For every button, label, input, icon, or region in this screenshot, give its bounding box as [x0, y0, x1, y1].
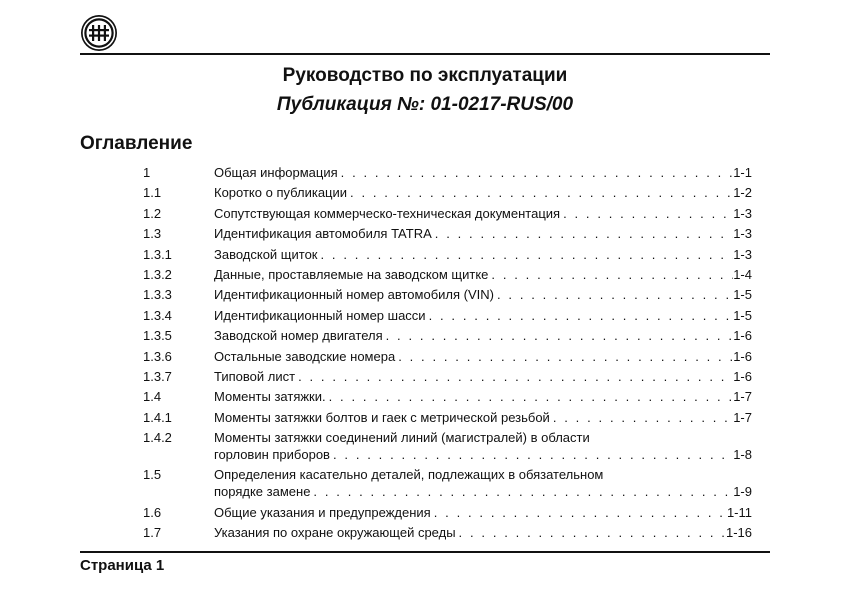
- toc-entry-number: 1.3.2: [143, 266, 172, 282]
- toc-leader-dots: [347, 184, 733, 201]
- toc-entry-number: 1.3.1: [143, 246, 172, 262]
- toc-entry-title: порядке замене: [214, 484, 311, 500]
- toc-entry-number: 1: [143, 165, 151, 180]
- toc-entry[interactable]: [143, 524, 752, 541]
- toc-entry-title: Остальные заводские номера: [214, 348, 396, 364]
- toc-leader-dots: [330, 446, 733, 463]
- toc-entry-number: 1.1: [143, 185, 162, 201]
- toc-entry-number: 1.5: [143, 467, 162, 483]
- table-of-contents: [143, 164, 752, 545]
- toc-entry-number: 1.3.3: [143, 287, 172, 303]
- toc-entry-page: 1-5: [733, 287, 752, 303]
- toc-entry[interactable]: [143, 307, 752, 324]
- toc-entry[interactable]: [143, 504, 752, 521]
- toc-entry-title: Общие указания и предупреждения: [214, 504, 431, 520]
- toc-entry-page: 1-7: [733, 389, 752, 405]
- toc-entry[interactable]: [143, 409, 752, 426]
- toc-entry-page: 1-1: [733, 165, 752, 180]
- toc-entry-number: 1.3: [143, 226, 162, 242]
- toc-entry[interactable]: [143, 205, 752, 222]
- toc-entry-page: 1-2: [733, 185, 752, 201]
- toc-entry-title-line: Определения касательно деталей, подлежащих в обязательном: [214, 467, 604, 483]
- toc-entry-page: 1-16: [725, 525, 752, 541]
- toc-entry-page: 1-11: [726, 504, 752, 520]
- toc-entry-page: 1-7: [733, 409, 752, 425]
- toc-entry-page: 1-5: [733, 307, 752, 323]
- toc-leader-dots: [456, 524, 726, 541]
- footer-divider: [80, 551, 770, 553]
- toc-entry-page: 1-8: [733, 447, 752, 463]
- toc-entry[interactable]: [143, 429, 752, 463]
- tatra-logo-icon: [80, 14, 118, 52]
- toc-entry-page: 1-3: [733, 205, 752, 221]
- toc-entry-title: горловин приборов: [214, 447, 330, 463]
- toc-entry-number: 1.3.6: [143, 348, 172, 364]
- toc-entry-number: 1.4.1: [143, 409, 172, 425]
- toc-leader-dots: [426, 307, 734, 324]
- toc-entry-number: 1.2: [143, 205, 162, 221]
- toc-entry-number: 1.7: [143, 525, 162, 541]
- toc-entry-title: Моменты затяжки болтов и гаек с метрической резьбой: [214, 409, 550, 425]
- toc-entry[interactable]: [143, 184, 752, 201]
- toc-leader-dots: [432, 225, 733, 242]
- toc-entry-page: 1-6: [733, 348, 752, 364]
- toc-entry[interactable]: [143, 388, 752, 405]
- toc-leader-dots: [318, 246, 734, 263]
- toc-leader-dots: [338, 164, 734, 181]
- toc-leader-dots: [326, 388, 734, 405]
- toc-heading: Оглавление: [80, 133, 193, 154]
- toc-entry-number: 1.3.7: [143, 368, 172, 384]
- toc-entry-page: 1-4: [733, 266, 752, 282]
- toc-entry-number: 1.4.2: [143, 430, 172, 446]
- toc-leader-dots: [395, 348, 733, 365]
- toc-leader-dots: [488, 266, 733, 283]
- toc-entry-title: Идентификационный номер шасси: [214, 307, 426, 323]
- header-divider: [80, 53, 770, 55]
- toc-entry-title: Типовой лист: [214, 368, 296, 384]
- toc-entry-title: Указания по охране окружающей среды: [214, 525, 456, 541]
- toc-entry[interactable]: [143, 246, 752, 263]
- toc-entry-number: 1.4: [143, 389, 162, 405]
- toc-entry-title: Заводской номер двигателя: [214, 328, 383, 344]
- toc-leader-dots: [383, 327, 734, 344]
- toc-entry[interactable]: [143, 286, 752, 303]
- toc-entry-number: 1.3.5: [143, 328, 172, 344]
- toc-entry-title: Сопутствующая коммерческо-техническая документация: [214, 205, 561, 221]
- toc-entry-title: Моменты затяжки.: [214, 389, 326, 405]
- toc-entry[interactable]: [143, 225, 752, 242]
- toc-entry[interactable]: [143, 368, 752, 385]
- page-number: Страница 1: [80, 557, 165, 574]
- toc-entry[interactable]: [143, 164, 752, 181]
- toc-leader-dots: [494, 286, 733, 303]
- toc-entry[interactable]: [143, 348, 752, 365]
- toc-entry-page: 1-3: [733, 246, 752, 262]
- toc-entry-title: Общая информация: [214, 165, 338, 180]
- toc-entry-page: 1-6: [733, 368, 752, 384]
- toc-entry[interactable]: [143, 327, 752, 344]
- toc-entry[interactable]: [143, 466, 752, 500]
- toc-entry-title-line: Моменты затяжки соединений линий (магистралей) в области: [214, 430, 590, 446]
- toc-entry-number: 1.3.4: [143, 307, 172, 323]
- toc-leader-dots: [550, 409, 733, 426]
- document-title: Руководство по эксплуатации: [282, 65, 568, 86]
- toc-entry-page: 1-6: [733, 328, 752, 344]
- toc-leader-dots: [295, 368, 733, 385]
- toc-entry[interactable]: [143, 266, 752, 283]
- toc-entry-title: Коротко о публикации: [214, 185, 348, 201]
- toc-entry-title: Заводской щиток: [214, 246, 318, 262]
- toc-entry-title: Данные, проставляемые на заводском щитке: [214, 266, 489, 282]
- publication-number: Публикация №: 01-0217-RUS/00: [276, 94, 574, 115]
- toc-entry-title: Идентификация автомобиля TATRA: [214, 226, 432, 242]
- toc-leader-dots: [431, 504, 727, 521]
- toc-entry-page: 1-3: [733, 226, 752, 242]
- toc-leader-dots: [310, 483, 733, 500]
- toc-entry-title: Идентификационный номер автомобиля (VIN): [214, 287, 494, 303]
- toc-entry-page: 1-9: [733, 484, 752, 500]
- toc-leader-dots: [560, 205, 733, 222]
- toc-entry-number: 1.6: [143, 504, 162, 520]
